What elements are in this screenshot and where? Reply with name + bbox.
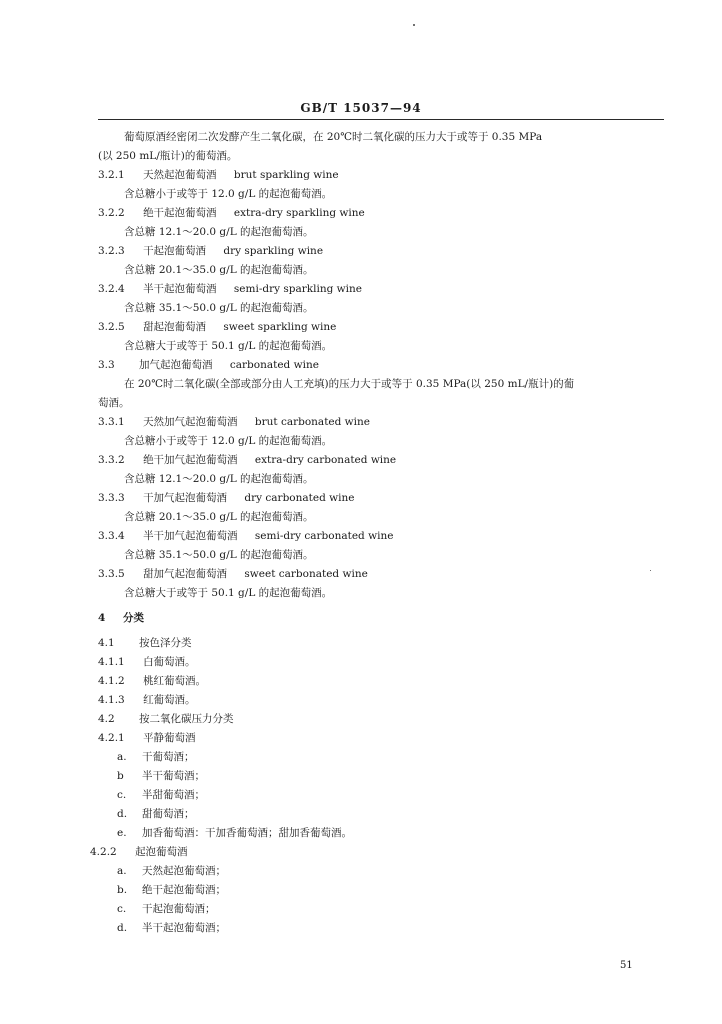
clause-definition: 含总糖大于或等于 50.1 g/L 的起泡葡萄酒。 <box>124 587 333 599</box>
list-text: 天然起泡葡萄酒； <box>142 865 226 877</box>
list-item <box>98 805 666 824</box>
clause-title: 白葡萄酒。 <box>143 656 196 668</box>
clause-title: 甜起泡葡萄酒 <box>143 321 207 333</box>
clause-english-term: extra-dry sparkling wine <box>233 207 365 219</box>
clause-number: 4.1.2 <box>98 675 125 687</box>
section-title: 分类 <box>122 612 144 624</box>
list-item <box>98 748 666 767</box>
standard-header: GB/T 15037—94 <box>300 101 422 115</box>
list-item <box>98 767 666 786</box>
clause-number: 4.1.3 <box>98 694 125 706</box>
clause-number: 4.1 <box>98 637 115 649</box>
clause-number: 4.1.1 <box>98 656 125 668</box>
clause-3-2-4 <box>98 280 666 299</box>
clause-definition: 含总糖 12.1～20.0 g/L 的起泡葡萄酒。 <box>124 226 314 238</box>
clause-definition-cont: 萄酒。 <box>98 397 130 409</box>
clause-3-3-2 <box>98 451 666 470</box>
clause-number: 3.2.5 <box>98 321 125 333</box>
list-label: c. <box>117 903 127 915</box>
clause-english-term: semi-dry sparkling wine <box>233 283 362 295</box>
clause-number: 3.2.4 <box>98 283 125 295</box>
clause-title: 半干加气起泡葡萄酒 <box>143 530 238 542</box>
list-text: 加香葡萄酒：干加香葡萄酒；甜加香葡萄酒。 <box>142 827 352 839</box>
clause-3-3-3 <box>98 489 666 508</box>
clause-number: 3.3.1 <box>98 416 125 428</box>
clause-4-2-2 <box>90 843 666 862</box>
clause-number: 3.3.3 <box>98 492 125 504</box>
list-item <box>98 824 666 843</box>
clause-title: 按二氧化碳压力分类 <box>139 713 234 725</box>
clause-4-1-2 <box>98 672 666 691</box>
clause-number: 3.3.5 <box>98 568 125 580</box>
list-label: a. <box>117 751 127 763</box>
intro-line-2: (以 250 mL/瓶计)的葡萄酒。 <box>98 150 238 162</box>
clause-definition: 在 20℃时二氧化碳(全部或部分由人工充填)的压力大于或等于 0.35 MPa(以 250 mL/瓶计)的葡 <box>124 378 575 390</box>
clause-number: 4.2.2 <box>90 846 117 858</box>
clause-definition: 含总糖大于或等于 50.1 g/L 的起泡葡萄酒。 <box>124 340 333 352</box>
clause-title: 绝干加气起泡葡萄酒 <box>143 454 238 466</box>
clause-4-1-3 <box>98 691 666 710</box>
document-body <box>90 128 666 938</box>
list-label: d. <box>117 808 128 820</box>
clause-english-term: sweet sparkling wine <box>223 321 337 333</box>
list-text: 甜葡萄酒； <box>142 808 195 820</box>
clause-definition: 含总糖小于或等于 12.0 g/L 的起泡葡萄酒。 <box>124 188 333 200</box>
clause-english-term: dry carbonated wine <box>244 492 355 504</box>
clause-number: 3.3 <box>98 359 115 371</box>
clause-title: 按色泽分类 <box>139 637 192 649</box>
clause-title: 起泡葡萄酒 <box>135 846 188 858</box>
clause-3-2-1 <box>98 166 666 185</box>
list-text: 半干葡萄酒； <box>142 770 205 782</box>
clause-number: 3.2.2 <box>98 207 125 219</box>
list-text: 半干起泡葡萄酒； <box>142 922 226 934</box>
clause-english-term: carbonated wine <box>229 359 319 371</box>
list-item <box>98 881 666 900</box>
clause-english-term: sweet carbonated wine <box>244 568 368 580</box>
clause-3-2-2 <box>98 204 666 223</box>
clause-3-3-1 <box>98 413 666 432</box>
clause-number: 3.2.3 <box>98 245 125 257</box>
clause-number: 4.2.1 <box>98 732 125 744</box>
list-text: 绝干起泡葡萄酒； <box>142 884 226 896</box>
clause-number: 3.3.2 <box>98 454 125 466</box>
clause-english-term: extra-dry carbonated wine <box>254 454 397 466</box>
clause-3-3-4 <box>98 527 666 546</box>
list-label: d. <box>117 922 128 934</box>
list-item <box>98 862 666 881</box>
clause-title: 干起泡葡萄酒 <box>143 245 207 257</box>
clause-title: 甜加气起泡葡萄酒 <box>143 568 228 580</box>
clause-english-term: brut carbonated wine <box>254 416 371 428</box>
clause-4-1 <box>98 634 666 653</box>
list-text: 干起泡葡萄酒； <box>142 903 216 915</box>
clause-title: 半干起泡葡萄酒 <box>143 283 217 295</box>
clause-title: 天然起泡葡萄酒 <box>143 169 217 181</box>
clause-title: 加气起泡葡萄酒 <box>139 359 213 371</box>
clause-definition: 含总糖 12.1～20.0 g/L 的起泡葡萄酒。 <box>124 473 314 485</box>
clause-3-3-5 <box>98 565 666 584</box>
clause-definition: 含总糖 35.1～50.0 g/L 的起泡葡萄酒。 <box>124 549 314 561</box>
clause-english-term: brut sparkling wine <box>233 169 339 181</box>
clause-english-term: dry sparkling wine <box>223 245 324 257</box>
clause-title: 干加气起泡葡萄酒 <box>143 492 228 504</box>
clause-4-2 <box>98 710 666 729</box>
clause-title: 天然加气起泡葡萄酒 <box>143 416 238 428</box>
clause-title: 桃红葡萄酒。 <box>143 675 207 687</box>
list-item <box>98 919 666 938</box>
page-number: 51 <box>620 960 633 971</box>
list-label: e. <box>117 827 127 839</box>
section-number: 4 <box>98 612 106 624</box>
clause-title: 红葡萄酒。 <box>143 694 196 706</box>
clause-3-2-3 <box>98 242 666 261</box>
list-item <box>98 900 666 919</box>
list-text: 干葡萄酒； <box>142 751 195 763</box>
clause-definition: 含总糖 20.1～35.0 g/L 的起泡葡萄酒。 <box>124 264 314 276</box>
list-text: 半甜葡萄酒； <box>142 789 205 801</box>
list-label: b <box>117 770 124 782</box>
section-4-heading <box>98 609 666 628</box>
clause-english-term: semi-dry carbonated wine <box>254 530 394 542</box>
clause-definition: 含总糖 20.1～35.0 g/L 的起泡葡萄酒。 <box>124 511 314 523</box>
clause-4-1-1 <box>98 653 666 672</box>
clause-3-3 <box>98 356 666 375</box>
clause-3-2-5 <box>98 318 666 337</box>
clause-number: 3.3.4 <box>98 530 125 542</box>
clause-title: 绝干起泡葡萄酒 <box>143 207 217 219</box>
header-rule <box>98 119 664 120</box>
list-label: c. <box>117 789 127 801</box>
clause-4-2-1 <box>98 729 666 748</box>
list-label: a. <box>117 865 127 877</box>
clause-definition: 含总糖小于或等于 12.0 g/L 的起泡葡萄酒。 <box>124 435 333 447</box>
list-label: b. <box>117 884 128 896</box>
list-item <box>98 786 666 805</box>
clause-title: 平静葡萄酒 <box>143 732 196 744</box>
clause-number: 4.2 <box>98 713 115 725</box>
clause-number: 3.2.1 <box>98 169 125 181</box>
scan-speck <box>413 24 415 26</box>
intro-line-1: 葡萄原酒经密闭二次发酵产生二氧化碳，在 20℃时二氧化碳的压力大于或等于 0.35 MPa <box>124 131 543 143</box>
clause-definition: 含总糖 35.1～50.0 g/L 的起泡葡萄酒。 <box>124 302 314 314</box>
